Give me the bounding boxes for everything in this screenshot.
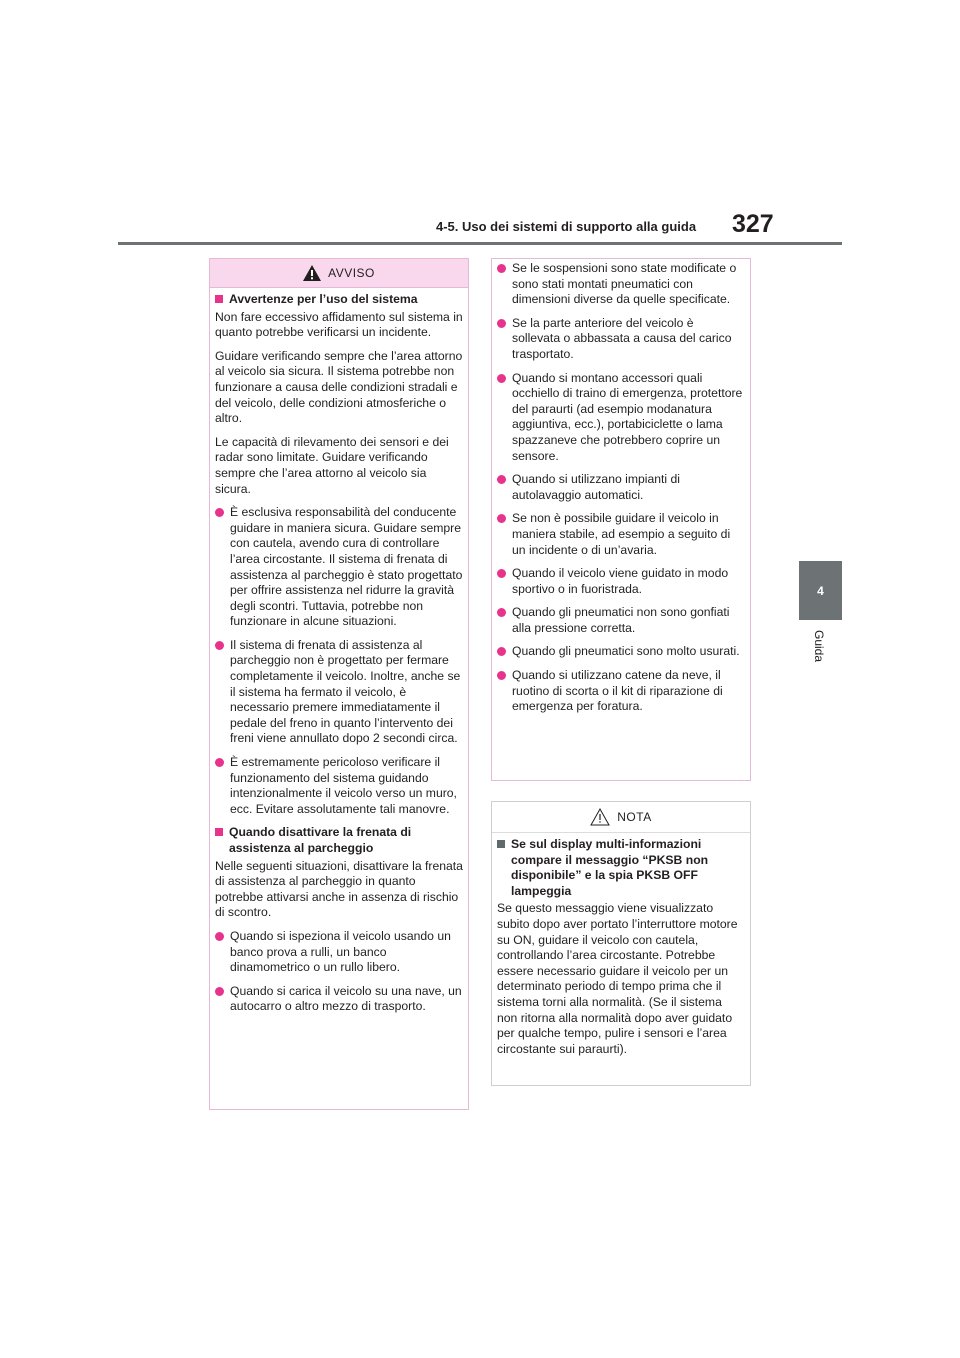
circle-bullet-icon: [215, 641, 224, 650]
bullet-item: [215, 505, 463, 630]
bullet-item: [215, 984, 463, 1015]
bullet-text: Se non è possibile guidare il veicolo in maniera stabile, ad esempio a seguito di un incidente o di un’avaria.: [512, 511, 731, 557]
circle-bullet-icon: [215, 508, 224, 517]
warning-box-continued: [491, 258, 751, 781]
circle-bullet-icon: [497, 608, 506, 617]
paragraph: Non fare eccessivo affidamento sul sistema in quanto potrebbe verificarsi un incidente.: [215, 309, 463, 340]
bullet-text: Quando si ispeziona il veicolo usando un banco prova a rulli, un banco dinamometrico o un rullo libero.: [230, 928, 451, 975]
warning-title: AVVISO: [328, 266, 375, 280]
bullet-text: Quando si utilizzano impianti di autolavaggio automatici.: [512, 472, 681, 502]
bullet-item: [215, 929, 463, 976]
section-heading: [497, 837, 745, 899]
bullet-text: Quando gli pneumatici sono molto usurati.: [512, 644, 740, 659]
bullet-item: [497, 511, 745, 558]
circle-bullet-icon: [497, 374, 506, 383]
bullet-text: È esclusiva responsabilità del conducente guidare in maniera sicura. Guidare sempre con cautela, avendo cura di controllare l’area circostante. Il sistema di frenata di assistenza al parcheggio è stato progettato per offrire assistenza nel ridurre la gravità degli scontri. Tuttavia, potrebbe non funzionare in alcune situazioni.: [230, 505, 463, 629]
page-number: 327: [732, 210, 774, 238]
square-bullet-icon: [215, 828, 223, 836]
circle-bullet-icon: [215, 932, 224, 941]
bullet-item: [215, 638, 463, 747]
bullet-item: [497, 472, 745, 503]
paragraph: Le capacità di rilevamento dei sensori e dei radar sono limitate. Guidare verificando sempre che l’area attorno al veicolo sia sicura.: [215, 434, 449, 496]
bullet-item: [497, 644, 745, 660]
circle-bullet-icon: [497, 319, 506, 328]
section-heading-text: Se sul display multi-informazioni compare il messaggio “PKSB non disponibile” e la spia PKSB OFF lampeggia: [511, 837, 709, 898]
circle-bullet-icon: [497, 671, 506, 680]
header-rule: [118, 242, 842, 245]
warning-header: [210, 259, 468, 288]
square-bullet-icon: [215, 295, 223, 303]
circle-bullet-icon: [497, 475, 506, 484]
chapter-number: 4: [817, 583, 824, 598]
circle-bullet-icon: [215, 758, 224, 767]
bullet-text: Il sistema di frenata di assistenza al parcheggio non è progettato per fermare completamente il veicolo. Inoltre, anche se il sistema ha fermato il veicolo, è necessario premere immediatamente il pedale del freno in quanto l’intervento dei freni viene annullato dopo 2 secondi circa.: [230, 637, 461, 746]
bullet-item: [497, 605, 745, 636]
section-title: 4-5. Uso dei sistemi di supporto alla guida: [436, 219, 697, 234]
bullet-item: [497, 261, 745, 308]
bullet-item: [497, 371, 745, 465]
circle-bullet-icon: [497, 647, 506, 656]
note-header: [492, 802, 750, 833]
circle-bullet-icon: [497, 264, 506, 273]
paragraph: Guidare verificando sempre che l’area attorno al veicolo sia sicura. Il sistema potrebbe non funzionare a causa delle condizioni stradali e del veicolo, delle condizioni atmosferiche o altro.: [215, 348, 463, 426]
paragraph: Nelle seguenti situazioni, disattivare la frenata di assistenza al parcheggio in quanto potrebbe attivarsi anche in assenza di rischio di scontro.: [215, 858, 463, 920]
warning-box: [209, 258, 469, 1110]
section-heading-text: Quando disattivare la frenata di assistenza al parcheggio: [229, 825, 412, 855]
circle-bullet-icon: [215, 987, 224, 996]
chapter-tab: [799, 561, 842, 620]
chapter-label: Guida: [812, 630, 826, 663]
warning-triangle-icon: [303, 265, 321, 281]
bullet-text: Quando il veicolo viene guidato in modo sportivo o in fuoristrada.: [512, 566, 729, 596]
bullet-text: Se la parte anteriore del veicolo è sollevata o abbassata a causa del carico trasportato.: [512, 315, 732, 361]
paragraph: Se questo messaggio viene visualizzato subito dopo aver portato l’interruttore motore su ON, guidare il veicolo con cautela, controllando l’area circostante. Potrebbe essere necessario guidare il veicolo per un determinato periodo di tempo prima che il sistema torni alla normalità. (Se il sistema non ritorna alla normalità dopo aver guidato per qualche tempo, pulire i sensori e l’area circostante sui paraurti).: [497, 901, 738, 1056]
bullet-text: Quando gli pneumatici non sono gonfiati alla pressione corretta.: [512, 605, 730, 635]
circle-bullet-icon: [497, 514, 506, 523]
section-heading: [215, 825, 463, 856]
bullet-text: Quando si carica il veicolo su una nave, un autocarro o altro mezzo di trasporto.: [230, 983, 462, 1014]
bullet-text: È estremamente pericoloso verificare il funzionamento del sistema guidando intenzionalmente il veicolo verso un muro, ecc. Evitare assolutamente tali manovre.: [230, 755, 457, 816]
bullet-item: [497, 668, 745, 715]
bullet-text: Quando si montano accessori quali occhiello di traino di emergenza, protettore del paraurti (ad esempio modanatura aggiuntiva, ecc.), portabiciclette o lama spazzaneve che potrebbero coprire un sensore.: [512, 370, 743, 463]
note-title: NOTA: [617, 810, 652, 824]
caution-triangle-icon: [590, 808, 610, 826]
section-heading-text: Avvertenze per l’uso del sistema: [229, 292, 418, 306]
bullet-item: [215, 755, 463, 817]
bullet-text: Quando si utilizzano catene da neve, il ruotino di scorta o il kit di riparazione di emergenza per foratura.: [512, 668, 723, 714]
note-box: [491, 801, 751, 1086]
section-heading: [215, 292, 463, 308]
bullet-item: [497, 566, 745, 597]
square-bullet-icon: [497, 840, 505, 848]
bullet-text: Se le sospensioni sono state modificate o sono stati montati pneumatici con dimensioni diverse da quelle specificate.: [512, 261, 737, 307]
bullet-item: [497, 316, 745, 363]
circle-bullet-icon: [497, 569, 506, 578]
